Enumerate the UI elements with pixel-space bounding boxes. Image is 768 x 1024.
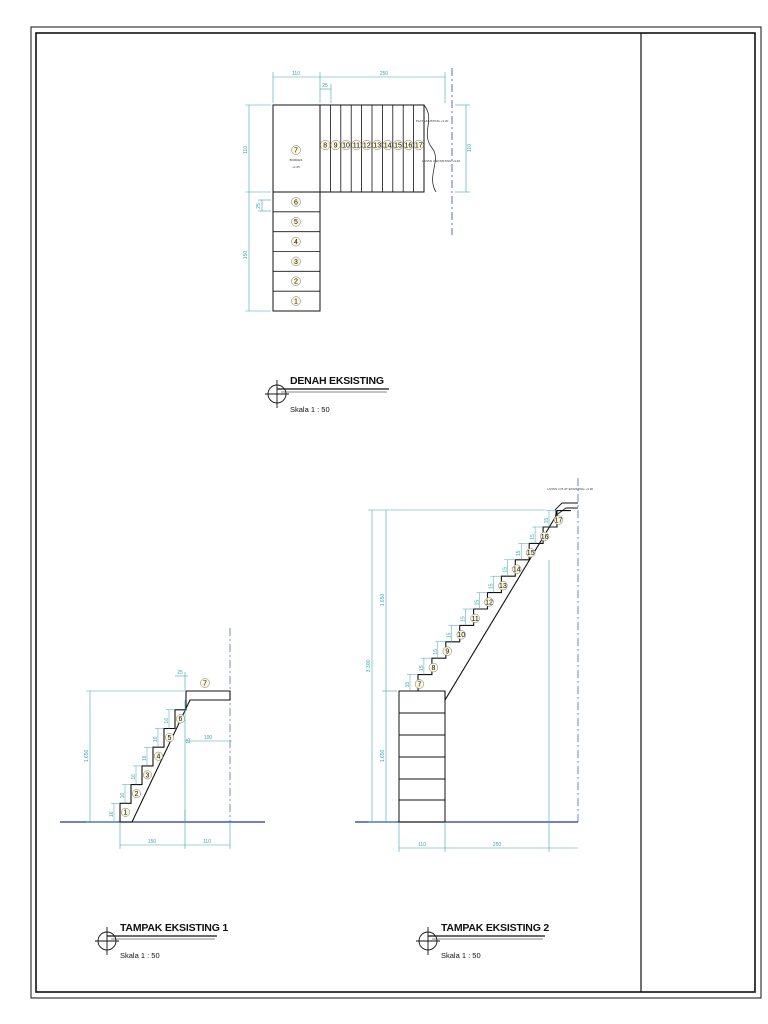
step-number-label: 9 xyxy=(445,648,450,656)
elev1-riser-label: 16 xyxy=(131,774,137,780)
step-number-label: 8 xyxy=(431,665,436,672)
step-number-label: 11 xyxy=(352,142,361,150)
step-number-label: 3 xyxy=(145,772,150,780)
step-number-label: 2 xyxy=(294,278,298,286)
plan-landing-label: BORDES xyxy=(289,158,303,162)
step-number-label: 14 xyxy=(512,566,521,574)
inner-frame xyxy=(36,33,755,992)
plan-drawing xyxy=(243,68,473,414)
elevation-1-drawing xyxy=(60,628,265,960)
elev2-riser-label: 15 xyxy=(432,649,439,655)
step-number-label: 17 xyxy=(414,142,423,150)
elev2-dim-bottom-right: 250 xyxy=(492,842,502,848)
plan-step-8 xyxy=(320,140,330,150)
step-number-label: 6 xyxy=(294,199,298,207)
plan-dim-left-upper: 110 xyxy=(243,146,249,154)
elev1-riser-label: 16 xyxy=(142,755,148,761)
elev2-step-17 xyxy=(554,516,563,525)
plan-step-5 xyxy=(292,217,301,226)
elev2-step-11 xyxy=(471,614,480,623)
step-number-label: 16 xyxy=(540,533,549,541)
elev2-dim-upper: 1.650 xyxy=(380,593,386,607)
elev2-riser-dimensions xyxy=(405,511,557,691)
step-number-label: 6 xyxy=(178,716,183,724)
step-number-label: 9 xyxy=(333,142,338,150)
elev2-step-15 xyxy=(526,548,535,557)
elev2-riser-label: 15 xyxy=(405,681,411,688)
elev2-step-12 xyxy=(485,598,494,607)
step-number-label: 17 xyxy=(554,517,563,525)
plan-note-bottom: LANTAI 2 EKSISTING +3.30 xyxy=(421,159,461,163)
step-number-label: 10 xyxy=(342,142,350,150)
plan-landing-badge xyxy=(292,146,301,155)
step-number-label: 7 xyxy=(417,681,422,689)
step-number-label: 8 xyxy=(323,142,328,150)
elev1-dim-tread: 25 xyxy=(177,670,183,676)
step-number-label: 10 xyxy=(457,632,466,640)
plan-landing-number xyxy=(292,146,301,155)
elev1-step-2 xyxy=(132,789,140,798)
step-number-label: 11 xyxy=(471,615,479,623)
elev2-riser-label: 15 xyxy=(474,599,481,606)
elev1-dim-landing: 100 xyxy=(203,735,213,741)
elev2-riser-label: 15 xyxy=(502,567,509,573)
elev2-riser-label: 15 xyxy=(488,583,495,589)
plan-landing-level: +1.65 xyxy=(292,165,300,169)
elev1-dim-bottom-left: 150 xyxy=(147,839,157,845)
elev1-riser-label: 16 xyxy=(109,811,115,818)
elev1-dim-slab: 15 xyxy=(186,738,192,744)
step-number-label: 13 xyxy=(373,142,382,150)
elev2-riser-label: 15 xyxy=(460,616,467,622)
elev2-lower-flight xyxy=(399,691,445,822)
elev1-step-3 xyxy=(143,771,151,780)
step-number-label: 1 xyxy=(123,809,128,817)
elev1-title: TAMPAK EKSISTING 1 xyxy=(120,922,229,934)
elev1-title-block xyxy=(95,922,228,960)
elev2-riser-label: 15 xyxy=(446,632,453,639)
section-marker-icon xyxy=(265,380,289,408)
plan-step-2 xyxy=(292,277,301,286)
elev1-landing-number xyxy=(201,679,210,688)
elev2-scale: Skala 1 : 50 xyxy=(441,951,481,960)
plan-step-6 xyxy=(292,197,301,206)
elev2-step-14 xyxy=(512,565,521,574)
plan-step-9 xyxy=(331,140,341,150)
section-marker-icon xyxy=(416,927,440,955)
step-number-label: 13 xyxy=(499,583,507,590)
plan-dim-left-step: 25 xyxy=(256,203,262,209)
elev2-title-block xyxy=(416,922,549,960)
elev1-landing-badge xyxy=(201,679,210,688)
elevation-2-drawing xyxy=(355,478,593,960)
elev2-step-8 xyxy=(429,663,438,672)
plan-step-15 xyxy=(393,140,403,150)
elev1-scale: Skala 1 : 50 xyxy=(120,951,160,960)
step-number-label: 2 xyxy=(134,791,139,798)
plan-step-1 xyxy=(292,297,301,306)
elev1-step-1 xyxy=(121,808,129,817)
plan-step-10 xyxy=(341,140,351,150)
elev1-riser-label: 16 xyxy=(120,792,126,799)
step-number-label: 15 xyxy=(394,142,402,150)
step-number-label: 15 xyxy=(526,550,535,558)
step-number-label: 7 xyxy=(203,680,207,688)
elev2-step-7 xyxy=(415,680,424,689)
elev2-step-9 xyxy=(443,647,452,656)
elev1-stair-profile xyxy=(120,691,230,822)
elev2-step-16 xyxy=(540,532,549,541)
plan-title: DENAH EKSISTING xyxy=(290,375,384,387)
elev2-step-13 xyxy=(499,581,508,590)
plan-step-4 xyxy=(292,237,301,246)
elev2-dim-total: 3.300 xyxy=(366,659,372,673)
step-number-label: 3 xyxy=(294,258,298,266)
step-number-label: 4 xyxy=(294,238,298,246)
elev1-step-6 xyxy=(176,715,184,724)
elev2-riser-label: 15 xyxy=(530,534,537,540)
elev1-riser-dimensions xyxy=(109,710,175,822)
plan-note-top: PLAT EKSISTING +3.30 xyxy=(415,119,449,123)
elev1-dim-bottom-right: 110 xyxy=(203,839,211,845)
outer-frame xyxy=(31,27,761,998)
elev2-top-slab xyxy=(555,503,578,516)
step-number-label: 12 xyxy=(362,142,371,150)
plan-step-17 xyxy=(414,140,424,150)
elev1-step-5 xyxy=(165,733,173,742)
plan-step-11 xyxy=(352,140,362,150)
plan-dim-left-lower: 150 xyxy=(243,250,249,260)
plan-step-16 xyxy=(404,140,414,150)
step-number-label: 4 xyxy=(156,753,161,761)
elev2-riser-label: 15 xyxy=(544,517,550,524)
elev2-riser-label: 15 xyxy=(418,665,425,671)
elev1-riser-label: 16 xyxy=(153,736,159,743)
step-number-label: 5 xyxy=(167,734,172,742)
step-number-label: 12 xyxy=(485,599,493,607)
plan-scale: Skala 1 : 50 xyxy=(290,405,330,414)
elev1-dim-height: 1.650 xyxy=(84,749,90,763)
elev2-title: TAMPAK EKSISTING 2 xyxy=(441,922,550,934)
elev1-step-4 xyxy=(154,752,162,761)
plan-dim-tread: 25 xyxy=(322,83,328,89)
plan-dim-top-right: 250 xyxy=(379,71,389,77)
elev2-riser-label: 15 xyxy=(516,550,523,557)
plan-title-block xyxy=(265,375,389,414)
step-number-label: 16 xyxy=(404,142,413,150)
plan-step-13 xyxy=(372,140,382,150)
elev2-note: LANTAI 2 PLAT EKSISTING +3.30 xyxy=(546,487,594,491)
plan-dim-right: 110 xyxy=(467,144,473,152)
plan-step-12 xyxy=(362,140,372,150)
elev2-step-10 xyxy=(457,630,466,639)
elev1-riser-label: 16 xyxy=(164,718,170,724)
plan-step-3 xyxy=(292,257,301,266)
elev2-dim-bottom-left: 110 xyxy=(418,842,426,848)
step-number-label: 5 xyxy=(294,219,298,227)
plan-dim-top-left: 110 xyxy=(292,71,300,77)
step-number-label: 14 xyxy=(383,142,392,150)
section-marker-icon xyxy=(95,927,119,955)
plan-step-14 xyxy=(383,140,393,150)
elev2-dim-lower: 1.650 xyxy=(380,749,386,763)
step-number-label: 1 xyxy=(294,298,298,306)
step-number-label: 7 xyxy=(294,147,298,155)
